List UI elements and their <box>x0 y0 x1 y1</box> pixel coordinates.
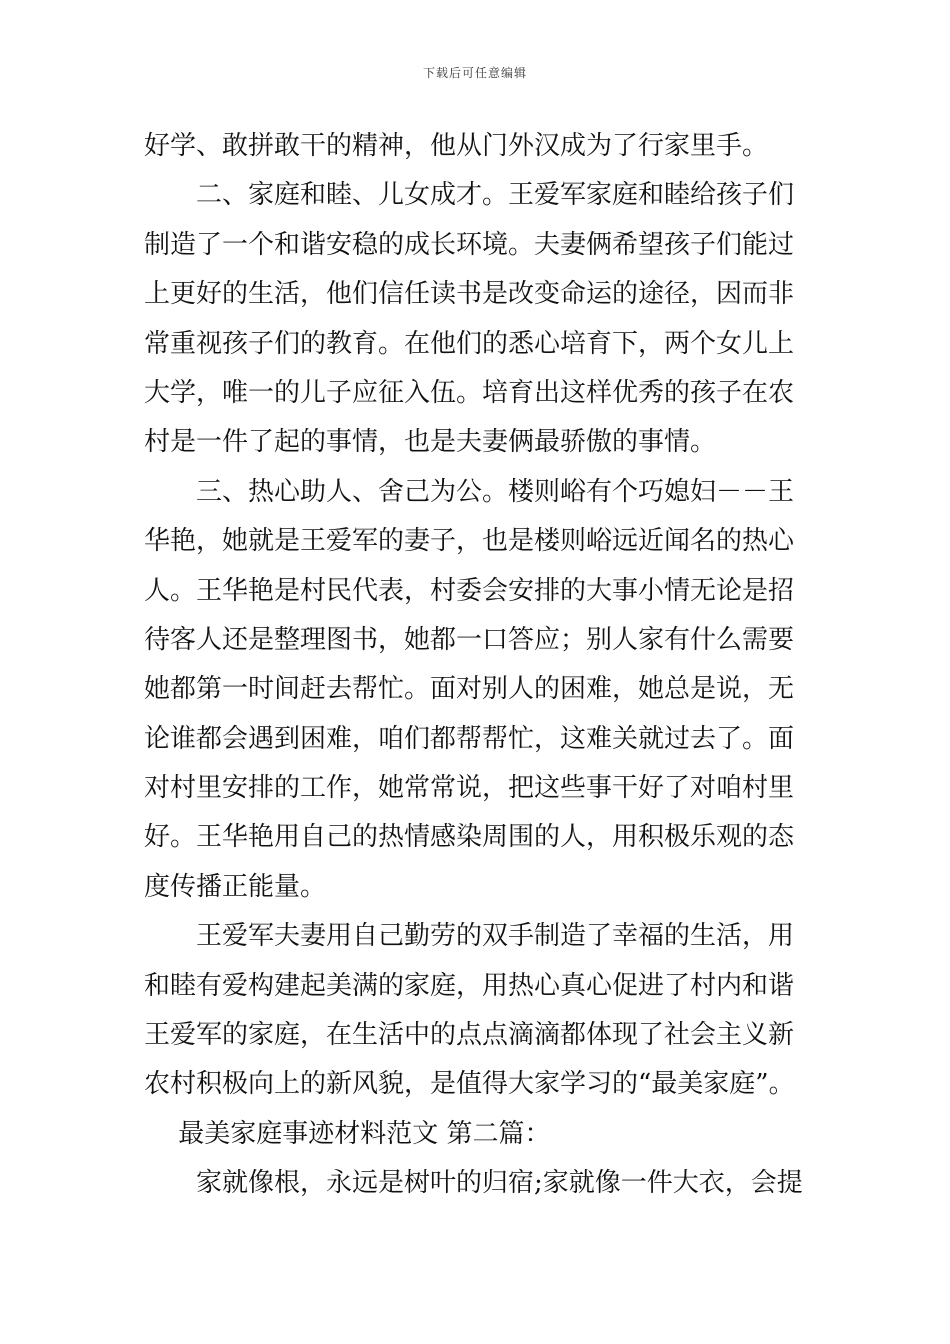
text-line: 人。王华艳是村民代表，村委会安排的大事小情无论是招 <box>144 575 795 606</box>
section-heading: 最美家庭事迹材料范文 第二篇： <box>144 1118 551 1149</box>
text-line: 村是一件了起的事情，也是夫妻俩最骄傲的事情。 <box>144 427 717 458</box>
text-line: 常重视孩子们的教育。在他们的悉心培育下，两个女儿上 <box>144 328 795 359</box>
text-line: 制造了一个和谐安稳的成长环境。夫妻俩希望孩子们能过 <box>144 229 795 260</box>
text-line: 对村里安排的工作，她常常说，把这些事干好了对咱村里 <box>144 773 795 804</box>
text-line: 华艳，她就是王爱军的妻子，也是楼则峪远近闻名的热心 <box>144 526 795 557</box>
text-line: 家就像根，永远是树叶的归宿;家就像一件大衣，会提 <box>144 1168 803 1199</box>
text-line: 度传播正能量。 <box>144 871 327 902</box>
text-line: 好。王华艳用自己的热情感染周围的人，用积极乐观的态 <box>144 822 795 853</box>
page-header: 下载后可任意编辑 <box>422 66 527 80</box>
text-line: 二、家庭和睦、儿女成才。王爱军家庭和睦给孩子们 <box>144 180 795 211</box>
text-line: 王爱军的家庭，在生活中的点点滴滴都体现了社会主义新 <box>144 1020 795 1051</box>
text-line: 和睦有爱构建起美满的家庭，用热心真心促进了村内和谐 <box>144 970 795 1001</box>
text-line: 农村积极向上的新风貌，是值得大家学习的“最美家庭”。 <box>144 1069 795 1100</box>
text-line: 论谁都会遇到困难，咱们都帮帮忙，这难关就过去了。面 <box>144 723 795 754</box>
text-line: 上更好的生活，他们信任读书是改变命运的途径，因而非 <box>144 279 795 310</box>
document-body <box>144 122 814 1209</box>
text-line: 好学、敢拼敢干的精神，他从门外汉成为了行家里手。 <box>144 131 769 161</box>
text-line: 待客人还是整理图书，她都一口答应；别人家有什么需要 <box>144 624 795 655</box>
text-line: 她都第一时间赶去帮忙。面对别人的困难，她总是说，无 <box>144 674 795 705</box>
text-line: 大学，唯一的儿子应征入伍。培育出这样优秀的孩子在农 <box>144 377 795 408</box>
text-line: 三、热心助人、舍己为公。楼则峪有个巧媳妇－－王 <box>144 476 795 507</box>
text-line: 王爱军夫妻用自己勤劳的双手制造了幸福的生活，用 <box>144 921 795 952</box>
